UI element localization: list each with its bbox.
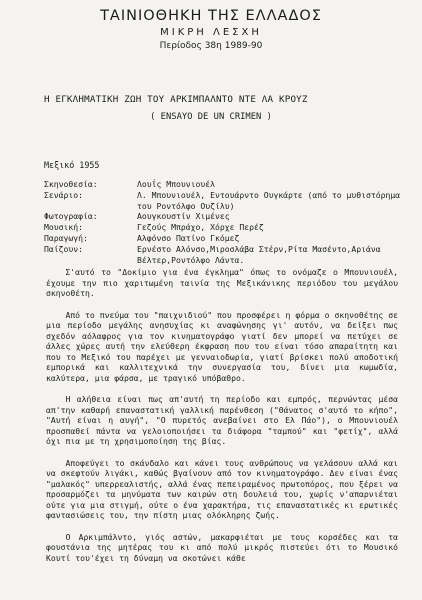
credit-value: Ερνέστο Αλόνσο,Μιροσλάβα Στέρν,Ρίτα Μασέντο,Αριάνα Βέλτερ,Ροντόλφο Λάντα. xyxy=(137,243,381,265)
credit-label: Σκηνοθεσία: xyxy=(44,179,98,189)
original-title: ( ENSAYO DE UN CRIMEN ) xyxy=(150,112,272,122)
credit-row xyxy=(44,222,417,233)
credit-label: Παίζουν: xyxy=(44,243,83,254)
credit-row xyxy=(44,179,417,190)
film-title: Η ΕΓΚΛΗΜΑΤΙΚΗ ΖΩΗ ΤΟΥ ΑΡΚΙΜΠΑΛΝΤΟ ΝΤΕ ΛΑ ΚΡΟΥΖ xyxy=(44,94,308,105)
credit-row xyxy=(44,233,417,244)
credit-label: Φωτογραφία: xyxy=(44,211,98,222)
paragraph: Ο Αρκιμπάλντο, γιός αστών, μακαρφιέται με τους κορσέδες και τα φουστάνια της μητέρας του κι από πολύ μικρός πιστεύει ότι το Μουσικό Κουτί του'έχει τη δύναμη να σκοτώνει κάθε xyxy=(46,531,398,563)
org-name: ΤΑΙΝΙΟΘΗΚΗ ΤΗΣ ΕΛΛΑΔΟΣ xyxy=(100,8,322,24)
credit-value: Γεζούς Μπράχο, Χόρχε Περέζ xyxy=(137,222,264,233)
credit-label: Παραγωγή: xyxy=(44,232,88,243)
credit-row xyxy=(44,211,417,222)
paragraph: Σ'αυτό το "Δοκίμιο για ένα έγκλημα" όπως το ονόμαζε ο Μπουνιουέλ, έχουμε την πιο χαριτωμένη ταινία της Μεξικάνικης περιόδου του μεγάλου σκηνοθέτη. xyxy=(46,267,398,298)
credits-block xyxy=(44,179,417,265)
club-name: ΜΙΚΡΗ ΛΕΣΧΗ xyxy=(160,27,262,38)
credit-label: Σενάριο: xyxy=(44,189,83,200)
paragraph: Η αλήθεια είναι πως απ'αυτή τη περίοδο και εμπρός, περνώντας μέσα απ'την καθαρή επαναστατική γαλλική παρένθεση ("Θάνατος σ'αυτό το κήπο", "Αυτή είναι η αυγή", "Ο πυρετός ανεβαίνει στο Ελ Πάο"), ο Μπουνιουέλ προσπαθεί πάντα να γελοιοποιήσει τα διάφορα "ταμπού" και "φετίχ", αλλά όχι πια με τη χρησιμοποίηση της βίας. xyxy=(46,394,398,446)
credit-row xyxy=(44,244,417,266)
paragraph: Από το πνεύμα του "παιχνιδιού" που προσφέρει η φόρμα ο σκηνοθέτης σε μια περίοδο μεγάλης ανησυχίας κι αναφώνησης γι' αυτόν, να δείξει πως σχεδόν αόλαφρος για τον κινηματογράφο γιατί δεν μπορεί να πετύχει σε άλλες χώρες αυτή την ελεύθερη έκφραση που του είναι τόσο απαραίτητη και που το Μεξικό του παρέχει με γενναιοδωρία, γιατί βρίσκει πολύ αποδοτική εμπορικά και καλλιτεχνικά την συνεργασία του, δίνει μια κωμωδία, καλύτερα, μια φάρσα, με τραγικό υπόβαθρο. xyxy=(46,309,398,383)
credit-row xyxy=(44,190,417,212)
credit-label: Μουσική: xyxy=(44,222,83,233)
review-body xyxy=(46,267,398,574)
country-year: Μεξικό 1955 xyxy=(44,160,100,170)
credit-value: Αλφόνσο Πατίνο Γκόμεζ xyxy=(137,232,240,243)
credit-value: Λ. Μπουνιουέλ, Εντουάρντο Ουγκάρτε (από το μυθιστόρημα του Ροντόλφο Ουζίλυ) xyxy=(137,189,401,211)
credit-value: Λουΐς Μπουνιουέλ xyxy=(137,179,215,189)
paragraph: Αποφεύγει το σκάνδαλο και κάνει τους ανθρώπους να γελάσουν αλλά και να σκεφτούν λιγάκι, καθώς βγαίνουν από τον κινηματογράφο. Δεν είναι ένας "μαλακός" υπερρεαλιστής, αλλά ένας πεπειραμένος πρωτοπόρος, που ξέρει να προσαρμόζει τα μηνύματα των καιρών στη δουλειά του, χωρίς ν'απαρνιέται ούτε για μια στιγμή, ούτε ο ένα χαρακτήρα, τις επαναστατικές κι ερωτικές φαντασιώσεις του, την πίστη μιας ολόκληρης ζωής. xyxy=(46,457,398,520)
season-line: Περίοδος 38η 1989-90 xyxy=(159,41,263,51)
credit-value: Αουγκουστίν Χιμένες xyxy=(137,211,230,222)
